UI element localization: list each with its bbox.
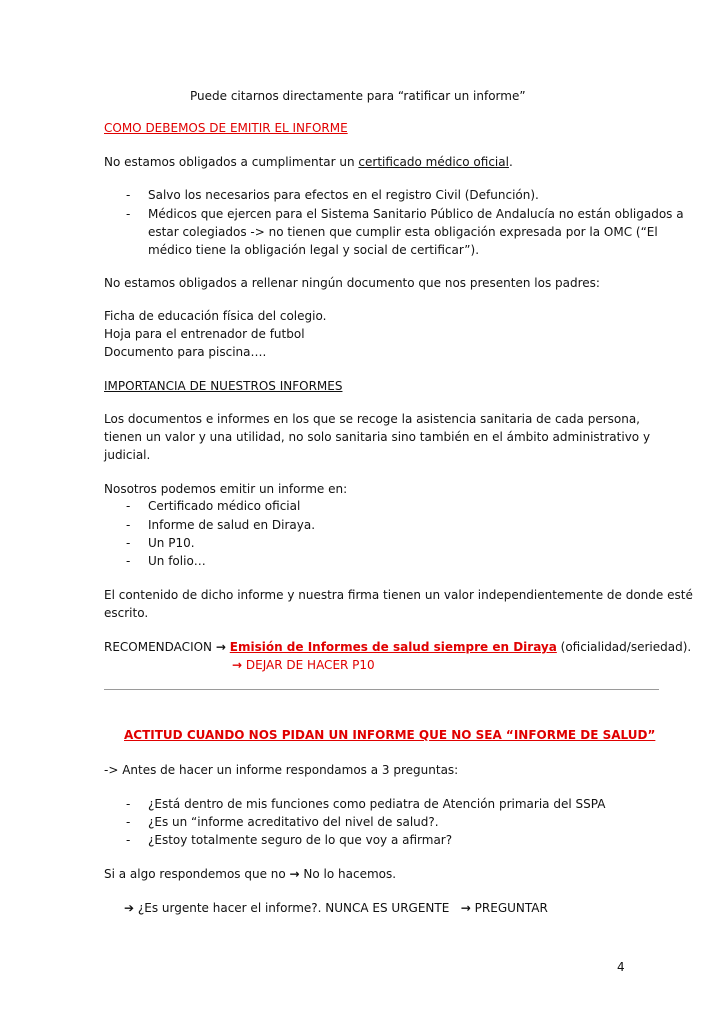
heading-importancia: IMPORTANCIA DE NUESTROS INFORMES	[104, 379, 343, 393]
bullet-dash: -	[126, 207, 131, 221]
bullet-dash: -	[126, 518, 131, 532]
preguntar-text: PREGUNTAR	[474, 901, 548, 915]
heading-actitud: ACTITUD CUANDO NOS PIDAN UN INFORME QUE NO SEA “INFORME DE SALUD”	[124, 728, 656, 742]
recommendation-second-line	[232, 657, 375, 674]
paragraph-no-obligados	[104, 154, 513, 171]
list-item-continuation: médico tiene la obligación legal y social de certificar”).	[148, 243, 480, 257]
recommendation-highlight: Emisión de Informes de salud siempre en Diraya	[229, 640, 557, 654]
p7-text: Si a algo respondemos que no	[104, 867, 290, 881]
p1-period: .	[508, 155, 513, 169]
arrow-right-icon: →	[289, 867, 300, 881]
bullet-dash: -	[126, 554, 131, 568]
p1-text: No estamos obligados a cumplimentar un	[104, 155, 359, 169]
horizontal-divider	[104, 689, 659, 690]
bullet-dash: -	[126, 188, 131, 202]
bullet-dash: -	[126, 536, 131, 550]
list-item: Salvo los necesarios para efectos en el registro Civil (Defunción).	[148, 188, 539, 202]
list-item: ¿Estoy totalmente seguro de lo que voy a afirmar?	[148, 833, 453, 847]
paragraph-line: escrito.	[104, 606, 149, 620]
dejar-p10-text: DEJAR DE HACER P10	[245, 658, 375, 672]
paragraph-line: judicial.	[104, 448, 151, 462]
recommendation-tail: (oficialidad/seriedad).	[556, 640, 692, 654]
urgente-line	[124, 900, 548, 917]
page-number: 4	[617, 960, 625, 974]
paragraph-podemos: Nosotros podemos emitir un informe en:	[104, 482, 348, 496]
list-item: Certificado médico oficial	[148, 499, 301, 513]
p7-tail: No lo hacemos.	[299, 867, 397, 881]
arrow-right-icon: →	[215, 640, 226, 654]
paragraph-preguntas: -> Antes de hacer un informe respondamos a 3 preguntas:	[104, 763, 459, 777]
heading-como-emitir: COMO DEBEMOS DE EMITIR EL INFORME	[104, 121, 348, 135]
bullet-dash: -	[126, 499, 131, 513]
urgente-text: ¿Es urgente hacer el informe?. NUNCA ES URGENTE	[137, 901, 450, 915]
paragraph-line: tienen un valor y una utilidad, no solo sanitaria sino también en el ámbito administrativo y	[104, 430, 651, 444]
paragraph-line: Los documentos e informes en los que se recoge la asistencia sanitaria de cada persona,	[104, 412, 640, 426]
bullet-dash: -	[126, 815, 131, 829]
recommendation-label: RECOMENDACION	[104, 640, 213, 654]
list-item: Médicos que ejercen para el Sistema Sanitario Público de Andalucía no están obligados a	[148, 207, 684, 221]
list-item: ¿Está dentro de mis funciones como pediatra de Atención primaria del SSPA	[148, 797, 606, 811]
doc-item: Documento para piscina….	[104, 345, 267, 359]
doc-item: Hoja para el entrenador de futbol	[104, 327, 305, 341]
list-item: ¿Es un “informe acreditativo del nivel de salud?.	[148, 815, 439, 829]
list-item: Un P10.	[148, 536, 195, 550]
bullet-dash: -	[126, 797, 131, 811]
list-item-continuation: estar colegiados -> no tienen que cumplir esta obligación expresada por la OMC (“El	[148, 225, 658, 239]
bullet-dash: -	[126, 833, 131, 847]
arrow-right-icon: →	[460, 901, 471, 915]
list-item: Informe de salud en Diraya.	[148, 518, 316, 532]
top-note: Puede citarnos directamente para “ratificar un informe”	[190, 89, 526, 103]
certificado-link-text: certificado médico oficial	[358, 155, 509, 169]
bold-arrow-right-icon: ➔	[124, 901, 135, 915]
paragraph-padres: No estamos obligados a rellenar ningún documento que nos presenten los padres:	[104, 276, 600, 290]
paragraph-respondemos	[104, 866, 396, 883]
list-item: Un folio…	[148, 554, 206, 568]
paragraph-line: El contenido de dicho informe y nuestra firma tienen un valor independientemente de donde esté	[104, 588, 693, 602]
arrow-right-icon: →	[232, 658, 243, 672]
recommendation-line	[104, 639, 691, 656]
doc-item: Ficha de educación física del colegio.	[104, 309, 327, 323]
